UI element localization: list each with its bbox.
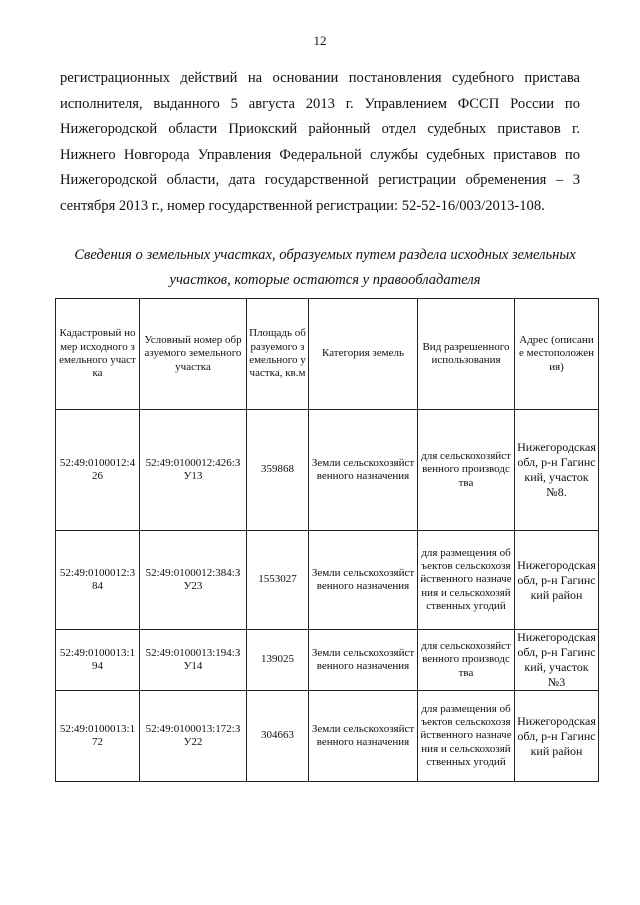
cell-land-category: Земли сельскохозяйственного назначения <box>309 691 418 782</box>
cell-address: Нижегородская обл, р-н Гагинский, участок №3 <box>515 630 599 691</box>
page-number: 12 <box>313 33 327 48</box>
land-plots-table <box>55 298 599 782</box>
cell-conditional-number: 52:49:0100012:384:ЗУ23 <box>140 531 247 630</box>
cell-address: Нижегородская обл, р-н Гагинский район <box>515 691 599 782</box>
cell-address: Нижегородская обл, р-н Гагинский, участок №8. <box>515 410 599 531</box>
cell-address: Нижегородская обл, р-н Гагинский район <box>515 531 599 630</box>
body-paragraph: регистрационных действий на основании постановления судебного пристава исполнителя, выданного 5 августа 2013 г. Управлением ФССП России по Нижегородской области Приокский районный отдел судебных приставов г. Нижнего Новгорода Управления Федеральной службы судебных приставов по Нижегородской области, дата государственной регистрации обременения – 3 сентября 2013 г., номер государственной регистрации: 52-52-16/003/2013-108. <box>60 70 580 214</box>
cell-land-category: Земли сельскохозяйственного назначения <box>309 531 418 630</box>
cell-cadastral-number: 52:49:0100013:172 <box>56 691 140 782</box>
cell-permitted-use: для размещения объектов сельскохозяйственного назначения и сельскохозяйственных угодий <box>418 531 515 630</box>
cell-cadastral-number: 52:49:0100012:426 <box>56 410 140 531</box>
header-land-category: Категория земель <box>309 299 418 410</box>
cell-area: 139025 <box>247 630 309 691</box>
header-area: Площадь образуемого земельного участка, кв.м <box>247 299 309 410</box>
table-row <box>56 630 599 691</box>
header-conditional-number: Условный номер образуемого земельного участка <box>140 299 247 410</box>
table-row <box>56 410 599 531</box>
cell-conditional-number: 52:49:0100012:426:ЗУ13 <box>140 410 247 531</box>
table-caption: Сведения о земельных участках, образуемых путем раздела исходных земельных участков, которые остаются у правообладателя <box>74 247 576 288</box>
cell-permitted-use: для размещения объектов сельскохозяйственного назначения и сельскохозяйственных угодий <box>418 691 515 782</box>
cell-land-category: Земли сельскохозяйственного назначения <box>309 410 418 531</box>
cell-conditional-number: 52:49:0100013:172:ЗУ22 <box>140 691 247 782</box>
header-address: Адрес (описание местоположения) <box>515 299 599 410</box>
header-permitted-use: Вид разрешенного использования <box>418 299 515 410</box>
cell-area: 359868 <box>247 410 309 531</box>
cell-area: 1553027 <box>247 531 309 630</box>
cell-area: 304663 <box>247 691 309 782</box>
table-row <box>56 531 599 630</box>
cell-permitted-use: для сельскохозяйственного производства <box>418 630 515 691</box>
table-header-row <box>56 299 599 410</box>
cell-cadastral-number: 52:49:0100012:384 <box>56 531 140 630</box>
header-cadastral-number: Кадастровый номер исходного земельного участка <box>56 299 140 410</box>
cell-permitted-use: для сельскохозяйственного производства <box>418 410 515 531</box>
table-row <box>56 691 599 782</box>
cell-conditional-number: 52:49:0100013:194:ЗУ14 <box>140 630 247 691</box>
cell-cadastral-number: 52:49:0100013:194 <box>56 630 140 691</box>
cell-land-category: Земли сельскохозяйственного назначения <box>309 630 418 691</box>
